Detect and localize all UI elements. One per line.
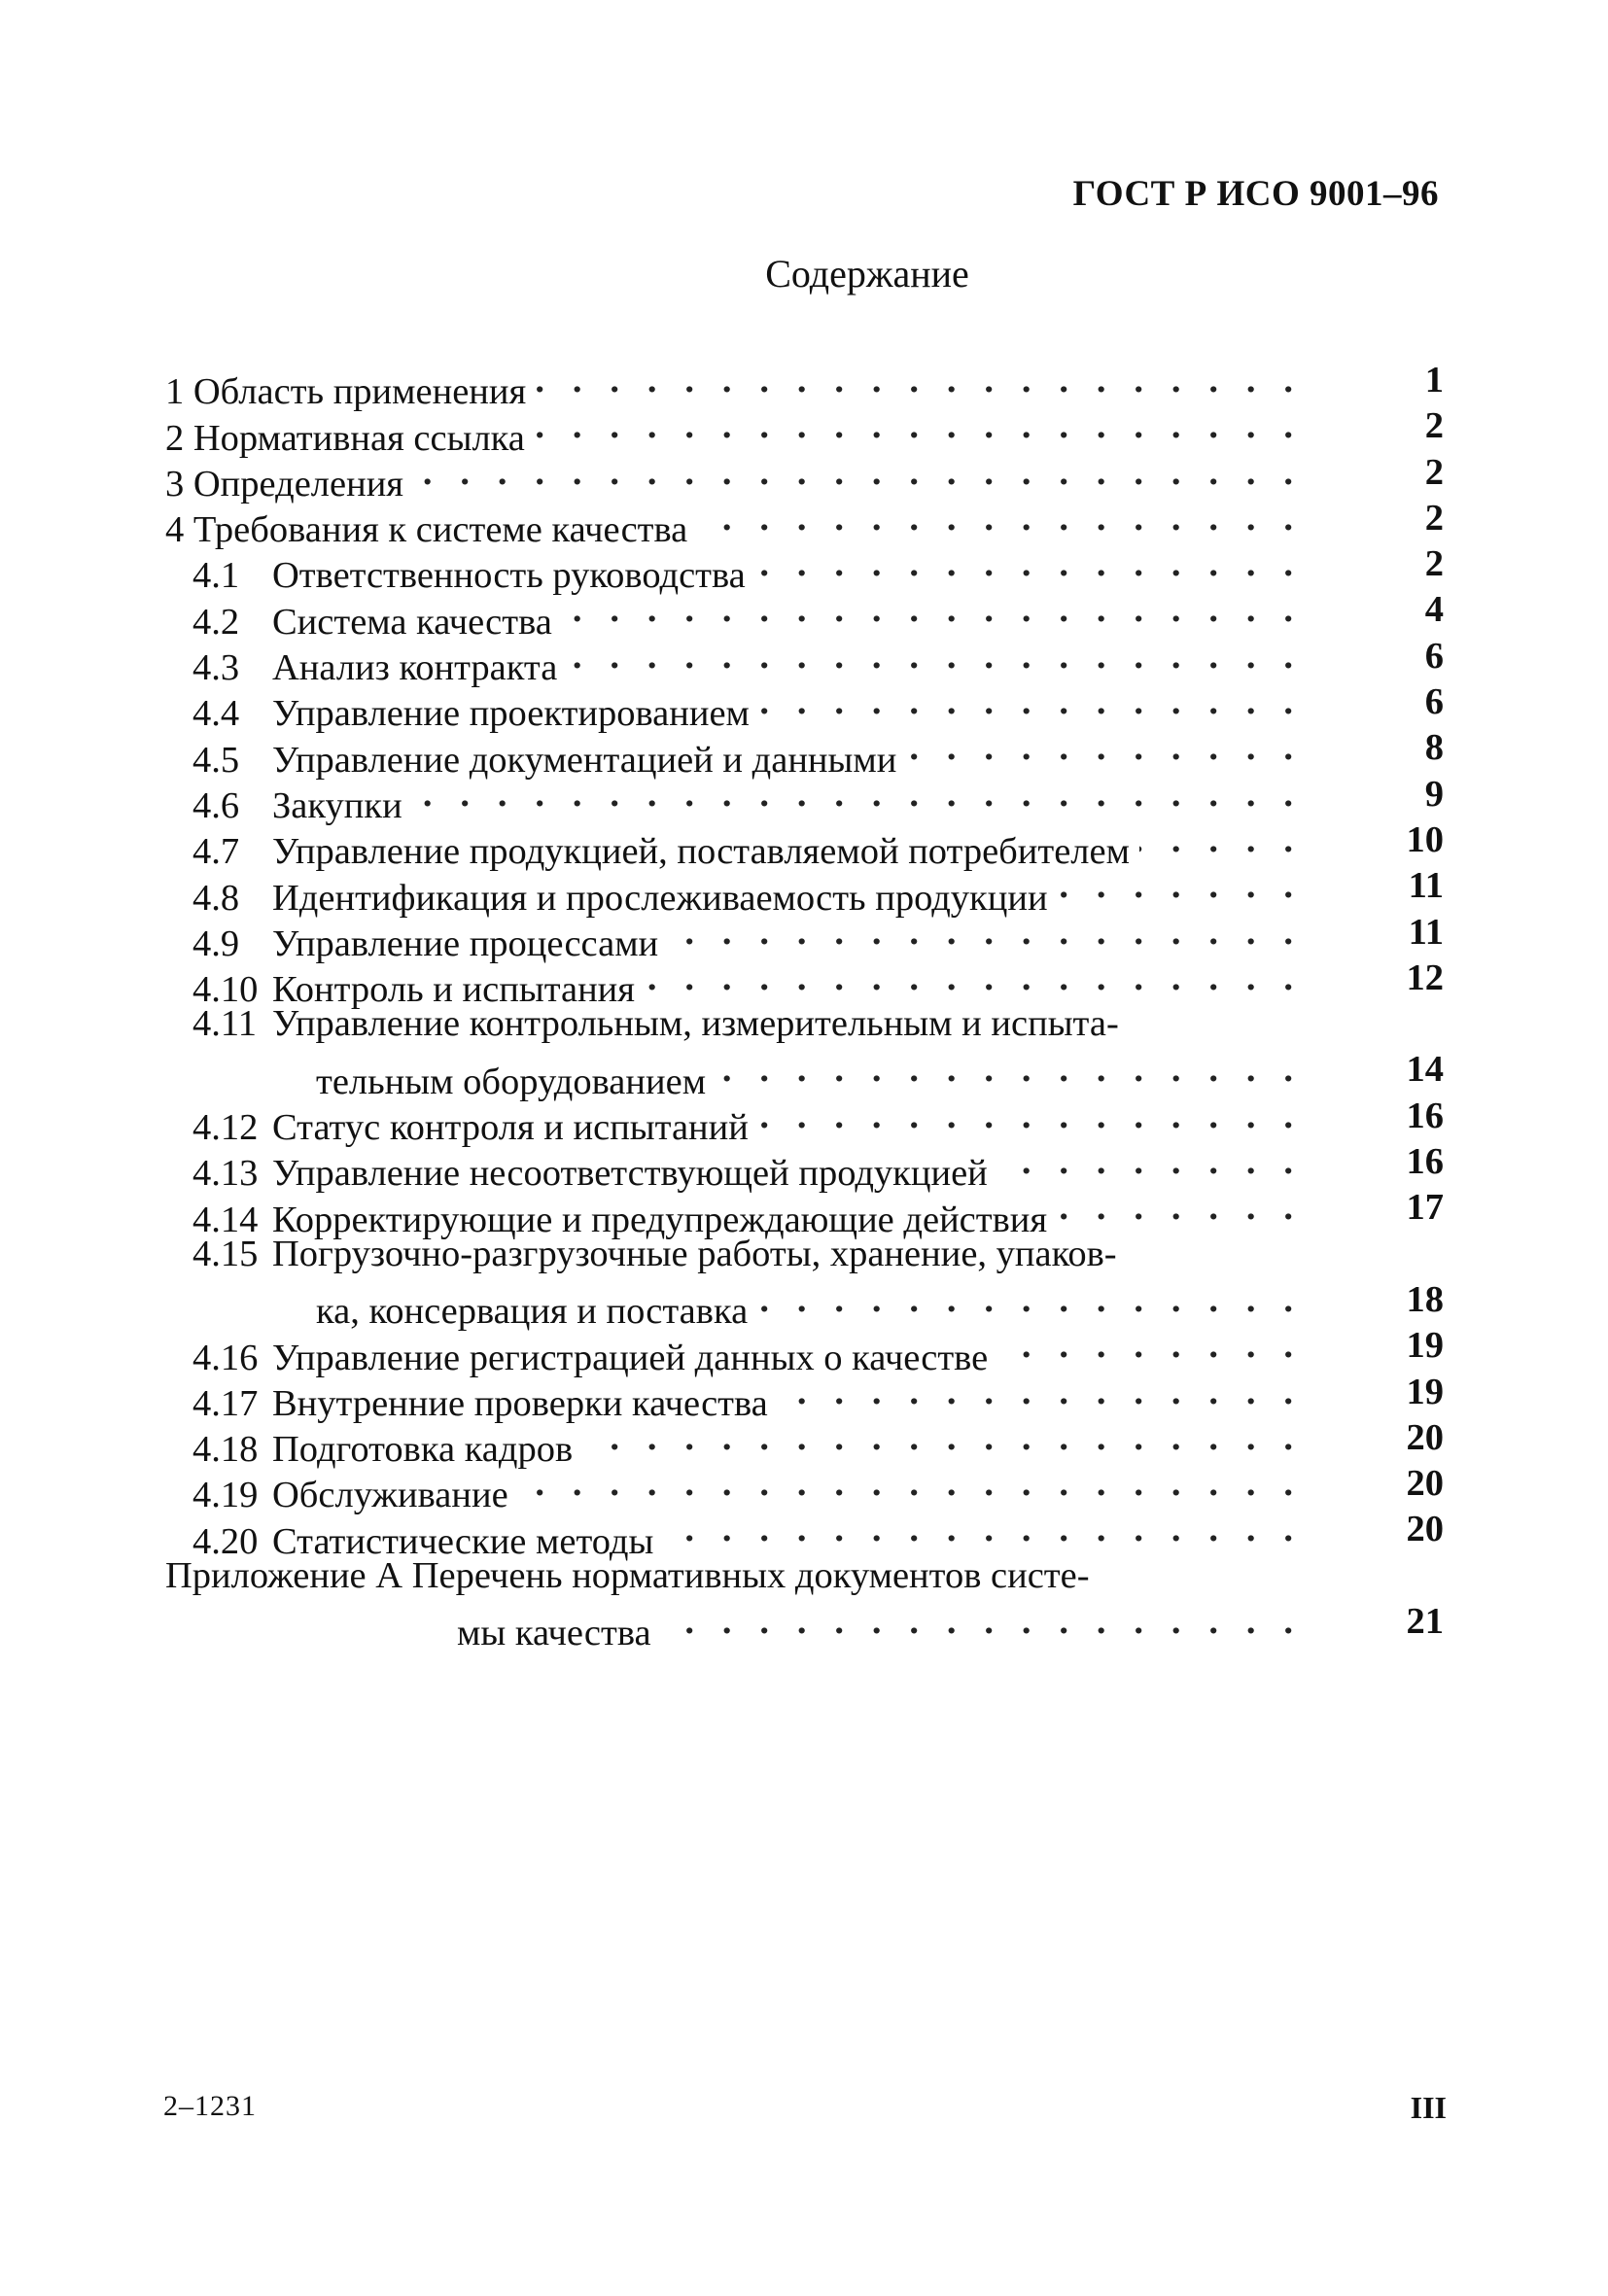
toc-entry-page: 21 [1406, 1601, 1444, 1643]
toc-entry [165, 956, 1444, 1011]
toc-entry-number: 4.11 [192, 1003, 257, 1045]
toc-dot-leader [997, 1139, 1293, 1185]
toc-entry-text [165, 1553, 1293, 1599]
page-number: III [1410, 2090, 1447, 2125]
toc-entry-number: 4.20 [192, 1520, 259, 1562]
toc-entry-number: 4.19 [192, 1475, 259, 1516]
toc-entry-title: Идентификация и прослеживаемость продукции [272, 877, 1048, 919]
toc-entry-number: 4.5 [192, 739, 240, 781]
toc-entry [165, 403, 1444, 459]
toc-entry-page: 2 [1424, 543, 1444, 585]
toc-entry-page: 2 [1424, 451, 1444, 493]
toc-entry-number: 1 [165, 371, 185, 413]
toc-entry-page: 2 [1424, 497, 1444, 539]
toc-entry-page: 20 [1406, 1416, 1444, 1458]
toc-entry [165, 1047, 1444, 1102]
toc-entry-text [457, 1599, 1293, 1657]
toc-entry-title: Управление проектированием [272, 693, 750, 735]
toc-entry-number: 4.7 [192, 831, 240, 873]
toc-dot-leader [582, 1415, 1293, 1461]
toc-entry-number: 4.1 [192, 555, 240, 597]
toc-entry-title: Анализ контракта [272, 647, 558, 689]
toc-entry-page: 17 [1406, 1187, 1444, 1229]
toc-entry-number: 4.12 [192, 1107, 259, 1149]
toc-entry-text [192, 1001, 1293, 1047]
toc-dot-leader [668, 910, 1293, 956]
toc-entry-page: 11 [1408, 865, 1444, 907]
toc-entry [165, 818, 1444, 873]
toc-entry [165, 910, 1444, 964]
toc-entry [165, 1415, 1444, 1471]
toc-dot-leader [697, 496, 1293, 541]
toc-entry-page: 19 [1406, 1371, 1444, 1412]
toc-entry-number: 4.13 [192, 1153, 259, 1195]
toc-entry-number: 4.9 [192, 922, 240, 964]
toc-dot-leader [518, 1461, 1293, 1507]
toc-entry-title: Погрузочно-разгрузочные работы, хранение, упаков- [272, 1233, 1117, 1274]
toc-entry-title: Область применения [192, 371, 527, 413]
toc-entry [165, 1139, 1444, 1195]
toc-entry-page: 10 [1406, 818, 1444, 860]
toc-entry-number: 4.17 [192, 1382, 259, 1424]
toc-entry-title: Внутренние проверки качества [272, 1382, 768, 1424]
toc-entry-title: Система качества [272, 601, 552, 643]
toc-entry-number: 4.6 [192, 784, 240, 826]
toc-entry-page: 6 [1424, 635, 1444, 677]
toc-entry-number: 4.14 [192, 1199, 259, 1240]
toc-entry [165, 1232, 1444, 1277]
toc-dot-leader [1057, 1185, 1293, 1231]
toc-dot-leader [663, 1507, 1293, 1552]
toc-dot-leader [412, 772, 1293, 818]
toc-entry-title: Статистические методы [272, 1520, 654, 1562]
toc-entry [165, 1277, 1444, 1333]
toc-entry [165, 679, 1444, 735]
toc-entry-page: 1 [1424, 360, 1444, 400]
toc-entry-title: Управление несоответствующей продукцией [272, 1153, 988, 1195]
toc-entry-number: 4 [165, 509, 185, 551]
footer-print-code: 2–1231 [163, 2090, 257, 2122]
toc-entry [165, 1370, 1444, 1424]
toc-dot-leader [906, 725, 1293, 771]
toc-dot-leader [778, 1370, 1293, 1415]
toc-entry-title: Управление процессами [272, 922, 659, 964]
toc-dot-leader [562, 587, 1293, 633]
toc-dot-leader [536, 358, 1293, 403]
toc-entry-title: Требования к системе качества [192, 509, 688, 551]
toc-entry-title: Нормативная ссылка [192, 417, 525, 459]
toc-entry-page: 4 [1424, 589, 1444, 631]
toc-entry-page: 16 [1406, 1095, 1444, 1136]
toc-entry-number: 4.8 [192, 877, 240, 919]
toc-entry-page: 11 [1408, 911, 1444, 953]
toc-entry-page: 16 [1406, 1141, 1444, 1183]
toc-entry-page: 6 [1424, 681, 1444, 723]
toc-entry-title: ка, консервация и поставка [316, 1291, 749, 1333]
toc-dot-leader [567, 634, 1293, 679]
toc-entry-page: 8 [1424, 727, 1444, 769]
toc-entry-title: Управление документацией и данными [272, 739, 897, 781]
toc-entry [165, 450, 1444, 504]
toc-entry-title: Ответственность руководства [272, 555, 746, 597]
toc-dot-leader [997, 1323, 1293, 1369]
toc-entry-title: Закупки [272, 784, 402, 826]
toc-entry-page: 2 [1424, 405, 1444, 447]
toc-entry-title: Определения [192, 463, 404, 504]
toc-entry [165, 587, 1444, 643]
toc-entry-number: 4.10 [192, 969, 259, 1011]
toc-entry-number: 4.18 [192, 1429, 259, 1471]
toc-entry [165, 1553, 1444, 1599]
toc-entry-number: 4.4 [192, 693, 240, 735]
toc-entry-page: 14 [1406, 1049, 1444, 1091]
toc-entry-title: Управление продукцией, поставляемой потребителем [272, 831, 1130, 873]
toc-entry-title: тельным оборудованием [316, 1061, 707, 1102]
toc-entry-title: Обслуживание [272, 1475, 508, 1516]
toc-entry [165, 541, 1444, 597]
toc-entry-title: Контроль и испытания [272, 969, 635, 1011]
toc-entry-number: 2 [165, 417, 185, 459]
toc-dot-leader [716, 1047, 1293, 1093]
toc-entry [165, 634, 1444, 689]
toc-entry-text [192, 1232, 1293, 1277]
toc-entry [165, 863, 1444, 919]
toc-title: Содержание [765, 252, 969, 296]
toc-entry [165, 496, 1444, 551]
toc-entry [165, 1323, 1444, 1378]
toc-entry-page: 18 [1406, 1278, 1444, 1320]
toc-dot-leader [1139, 818, 1293, 863]
toc-entry-title: Корректирующие и предупреждающие действия [272, 1199, 1048, 1240]
toc-dot-leader [757, 1277, 1293, 1323]
toc-entry-page: 20 [1406, 1509, 1444, 1550]
toc-entry-number: 3 [165, 463, 185, 504]
toc-dot-leader [535, 403, 1293, 449]
toc-entry [165, 772, 1444, 826]
toc-dot-leader [645, 956, 1293, 1001]
toc-entry-page: 9 [1424, 773, 1444, 815]
toc-entry-page: 19 [1406, 1325, 1444, 1367]
toc-entry-title: мы качества [457, 1613, 651, 1654]
toc-entry [165, 358, 1444, 413]
toc-entry-page: 20 [1406, 1463, 1444, 1505]
toc-entry [165, 1507, 1444, 1562]
toc-dot-leader [1058, 863, 1293, 909]
toc-entry [165, 1001, 1444, 1047]
toc-dot-leader [759, 679, 1293, 725]
toc-entry-title: Управление контрольным, измерительным и испыта- [272, 1003, 1119, 1045]
table-of-contents [165, 358, 1444, 1654]
toc-entry-number: 4.3 [192, 647, 240, 689]
toc-entry [165, 1461, 1444, 1516]
toc-entry [165, 1599, 1444, 1654]
toc-dot-leader [755, 541, 1293, 587]
toc-entry-title: Подготовка кадров [272, 1429, 574, 1471]
toc-entry-number: 4.15 [192, 1233, 259, 1274]
toc-entry-number: 4.2 [192, 601, 240, 643]
toc-dot-leader [661, 1599, 1293, 1645]
toc-entry-page: 12 [1406, 957, 1444, 998]
toc-entry-title: Управление регистрацией данных о качестве [272, 1337, 989, 1378]
toc-dot-leader [758, 1094, 1293, 1139]
toc-entry-title: Приложение А Перечень нормативных документов систе- [165, 1554, 1090, 1596]
toc-dot-leader [413, 450, 1293, 496]
toc-entry-title: Статус контроля и испытаний [272, 1107, 749, 1149]
toc-entry [165, 725, 1444, 781]
toc-entry-number: 4.16 [192, 1337, 259, 1378]
toc-entry [165, 1094, 1444, 1149]
document-code: ГОСТ Р ИСО 9001–96 [1072, 174, 1439, 214]
toc-entry [165, 1185, 1444, 1240]
